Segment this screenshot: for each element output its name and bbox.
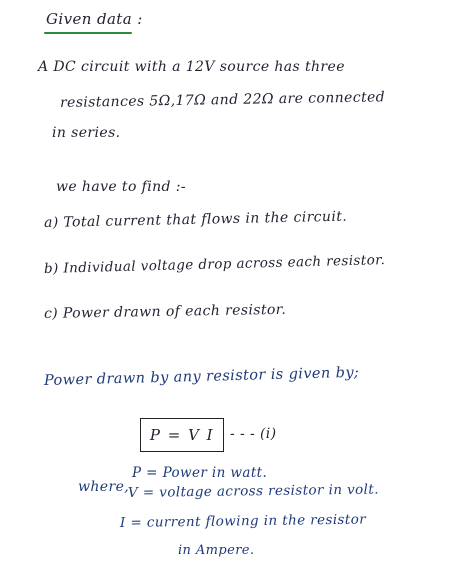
find-intro: we have to find :- <box>56 179 186 195</box>
formula-box <box>140 418 224 452</box>
where-v-definition: V = voltage across resistor in volt. <box>127 481 379 501</box>
where-label: where, <box>78 479 130 495</box>
formula-text: P = V I <box>149 426 215 444</box>
given-line-1: A DC circuit with a 12V source has three <box>38 59 345 75</box>
heading-underline <box>44 32 132 34</box>
equation-reference: - - - (i) <box>230 426 277 442</box>
given-data-heading: Given data : <box>46 10 143 28</box>
find-item-b: b) Individual voltage drop across each resistor. <box>43 252 386 277</box>
find-item-a: a) Total current that flows in the circuit. <box>43 208 348 231</box>
find-item-c: c) Power drawn of each resistor. <box>43 301 287 322</box>
where-i-unit: in Ampere. <box>178 543 255 558</box>
given-line-3: in series. <box>52 125 121 141</box>
power-statement: Power drawn by any resistor is given by; <box>43 364 360 389</box>
where-i-definition: I = current flowing in the resistor <box>119 511 367 531</box>
where-p-definition: P = Power in watt. <box>132 465 268 481</box>
given-line-2: resistances 5Ω,17Ω and 22Ω are connected <box>59 89 386 111</box>
